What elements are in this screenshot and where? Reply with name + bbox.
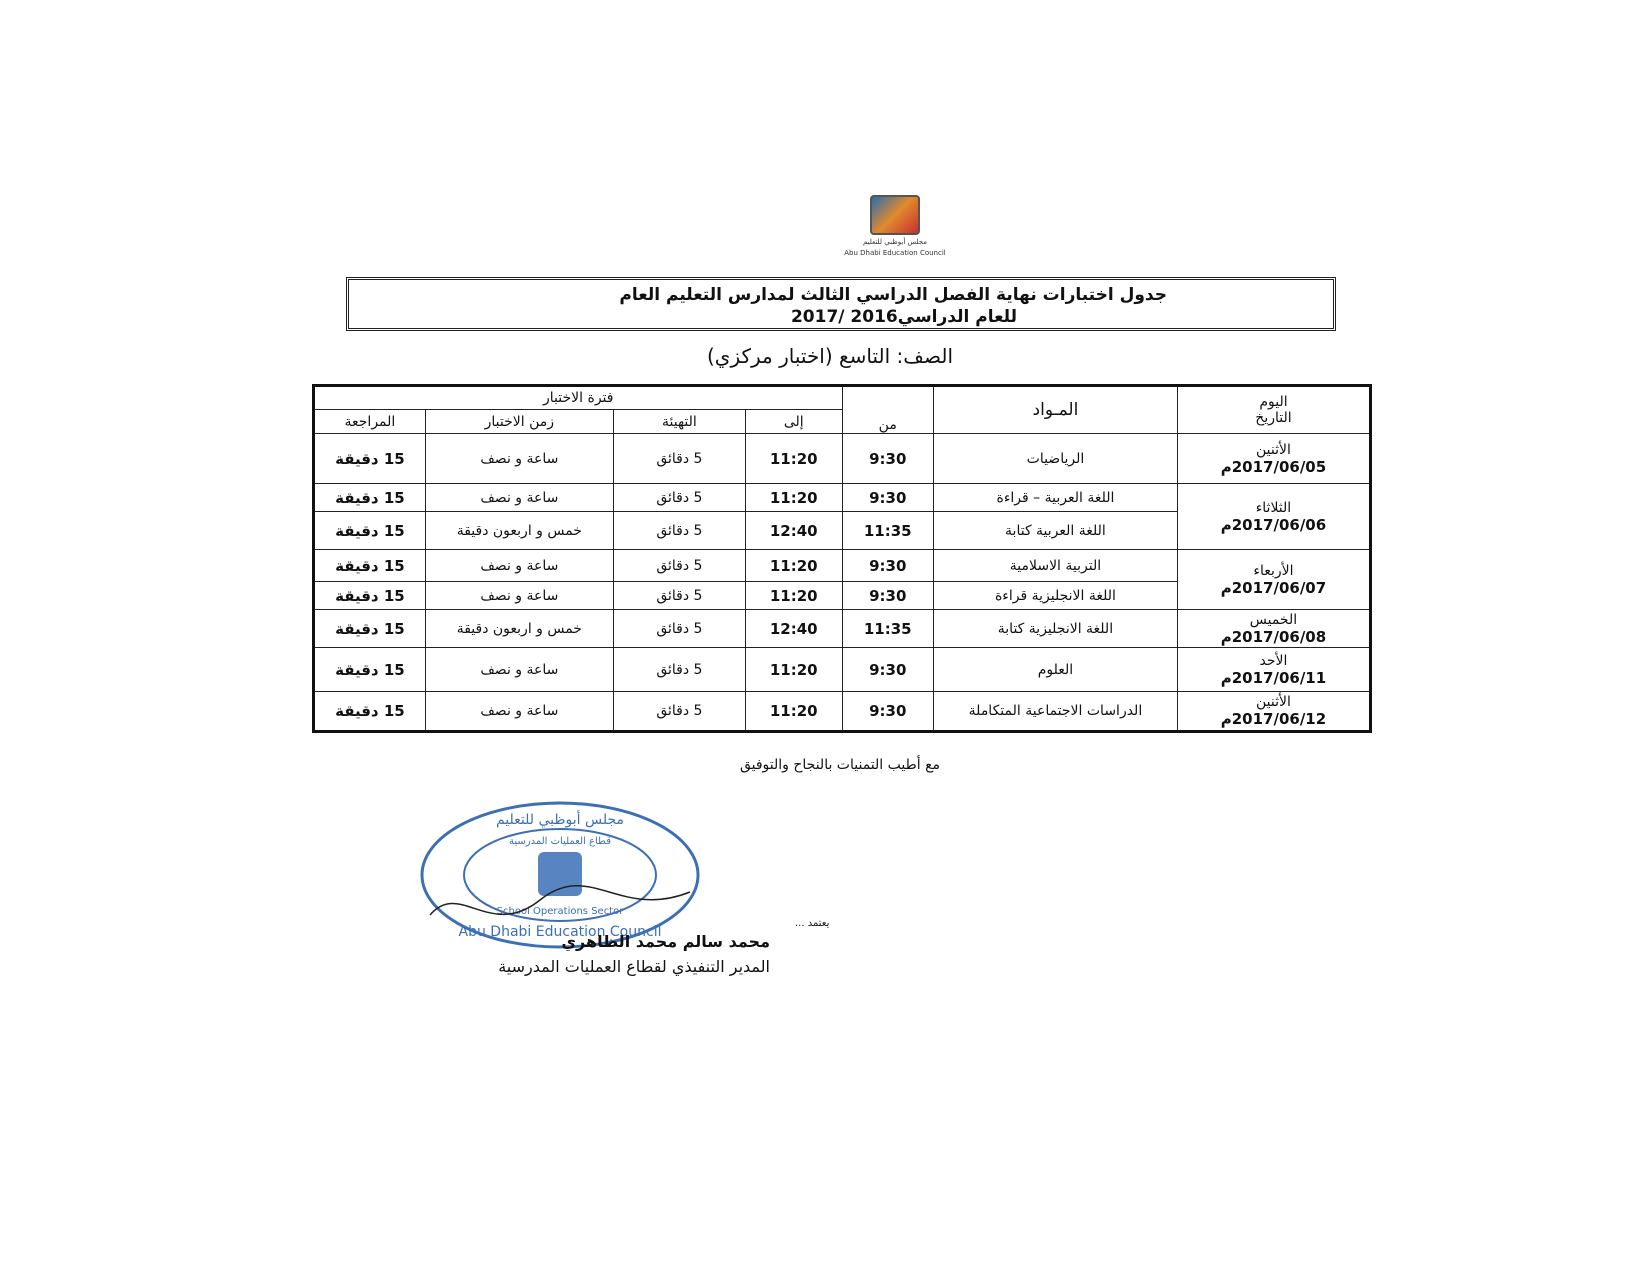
day-date: 2017/06/05م: [1220, 457, 1327, 476]
signer-block: [310, 932, 770, 976]
day-cell: [1177, 434, 1370, 484]
prep-cell: 5 دقائق: [613, 610, 745, 648]
day-name: الخميس: [1249, 611, 1298, 628]
day-date: 2017/06/11م: [1220, 668, 1327, 687]
academic-year: للعام الدراسي2016 /2017: [790, 307, 1017, 327]
prep-cell: 5 دقائق: [613, 512, 745, 550]
to-cell: 11:20: [745, 550, 842, 582]
to-cell: 11:20: [745, 484, 842, 512]
from-cell: 9:30: [842, 484, 933, 512]
review-cell: 15 دقيقة: [314, 648, 426, 692]
from-cell: 9:30: [842, 550, 933, 582]
review-cell: 15 دقيقة: [314, 610, 426, 648]
day-date: 2017/06/12م: [1220, 710, 1327, 728]
prep-cell: 5 دقائق: [613, 648, 745, 692]
prep-cell: 5 دقائق: [613, 582, 745, 610]
subject-cell: اللغة العربية – قراءة: [933, 484, 1177, 512]
to-cell: 11:20: [745, 582, 842, 610]
review-cell: 15 دقيقة: [314, 582, 426, 610]
from-cell: 11:35: [842, 512, 933, 550]
day-cell: [1177, 692, 1370, 732]
duration-cell: ساعة و نصف: [425, 484, 613, 512]
day-name: الأثنين: [1256, 694, 1291, 710]
council-logo-icon: [870, 195, 920, 235]
header-period: فترة الاختبار: [314, 386, 843, 410]
council-logo: [820, 195, 970, 265]
stamp-sub-ar: قطاع العمليات المدرسية: [508, 836, 612, 847]
to-cell: 12:40: [745, 512, 842, 550]
header-duration: زمن الاختبار: [425, 410, 613, 434]
subject-cell: اللغة العربية كتابة: [933, 512, 1177, 550]
to-cell: 11:20: [745, 692, 842, 732]
approve-label: يعتمد ...: [795, 918, 830, 929]
logo-caption-en: Abu Dhabi Education Council: [844, 249, 946, 257]
to-cell: 11:20: [745, 648, 842, 692]
subject-cell: اللغة الانجليزية كتابة: [933, 610, 1177, 648]
duration-cell: خمس و اربعون دقيقة: [425, 512, 613, 550]
document-title: جدول اختبارات نهاية الفصل الدراسي الثالث لمدارس التعليم العام: [619, 285, 1167, 305]
header-review: المراجعة: [314, 410, 426, 434]
prep-cell: 5 دقائق: [613, 434, 745, 484]
from-cell: 9:30: [842, 692, 933, 732]
duration-cell: خمس و اربعون دقيقة: [425, 610, 613, 648]
logo-caption-ar: مجلس أبوظبي للتعليم: [862, 238, 927, 246]
day-cell: [1177, 648, 1370, 692]
subject-cell: التربية الاسلامية: [933, 550, 1177, 582]
from-cell: 9:30: [842, 648, 933, 692]
day-name: الأثنين: [1256, 441, 1291, 458]
official-stamp: [420, 800, 700, 950]
day-cell: [1177, 610, 1370, 648]
duration-cell: ساعة و نصف: [425, 692, 613, 732]
day-date: 2017/06/08م: [1220, 627, 1327, 646]
stamp-text-en: Abu Dhabi Education Council: [458, 924, 662, 940]
signer-role: المدير التنفيذي لقطاع العمليات المدرسية: [498, 957, 770, 976]
wishes-line: مع أطيب التمنيات بالنجاح والتوفيق: [739, 757, 941, 773]
review-cell: 15 دقيقة: [314, 484, 426, 512]
day-name: الأحد: [1259, 652, 1288, 669]
review-cell: 15 دقيقة: [314, 550, 426, 582]
duration-cell: ساعة و نصف: [425, 550, 613, 582]
subject-cell: العلوم: [933, 648, 1177, 692]
day-name: الثلاثاء: [1255, 499, 1292, 516]
day-date: 2017/06/07م: [1220, 578, 1327, 597]
subject-cell: الرياضيات: [933, 434, 1177, 484]
prep-cell: 5 دقائق: [613, 692, 745, 732]
to-cell: 12:40: [745, 610, 842, 648]
review-cell: 15 دقيقة: [314, 692, 426, 732]
grade-label: الصف: التاسع (اختبار مركزي): [707, 344, 953, 368]
header-from: من: [842, 386, 933, 434]
duration-cell: ساعة و نصف: [425, 582, 613, 610]
stamp-text-ar: مجلس أبوظبي للتعليم: [495, 812, 625, 828]
from-cell: 9:30: [842, 582, 933, 610]
prep-cell: 5 دقائق: [613, 484, 745, 512]
review-cell: 15 دقيقة: [314, 434, 426, 484]
duration-cell: ساعة و نصف: [425, 434, 613, 484]
header-prep: التهيئة: [613, 410, 745, 434]
signer-name: محمد سالم محمد الظاهري: [561, 932, 770, 951]
from-cell: 11:35: [842, 610, 933, 648]
header-day-date: اليوم التاريخ: [1177, 386, 1370, 434]
duration-cell: ساعة و نصف: [425, 648, 613, 692]
day-name: الأربعاء: [1253, 562, 1294, 579]
day-cell: [1177, 550, 1370, 610]
review-cell: 15 دقيقة: [314, 512, 426, 550]
exam-schedule-table: [312, 384, 1372, 733]
to-cell: 11:20: [745, 434, 842, 484]
header-to: إلى: [745, 410, 842, 434]
title-box: [346, 277, 1336, 331]
day-date: 2017/06/06م: [1220, 515, 1327, 534]
from-cell: 9:30: [842, 434, 933, 484]
prep-cell: 5 دقائق: [613, 550, 745, 582]
stamp-sub-en: School Operations Sector: [496, 906, 624, 917]
subject-cell: اللغة الانجليزية قراءة: [933, 582, 1177, 610]
subject-cell: الدراسات الاجتماعية المتكاملة: [933, 692, 1177, 732]
day-cell: [1177, 484, 1370, 550]
header-subject: المـواد: [933, 386, 1177, 434]
